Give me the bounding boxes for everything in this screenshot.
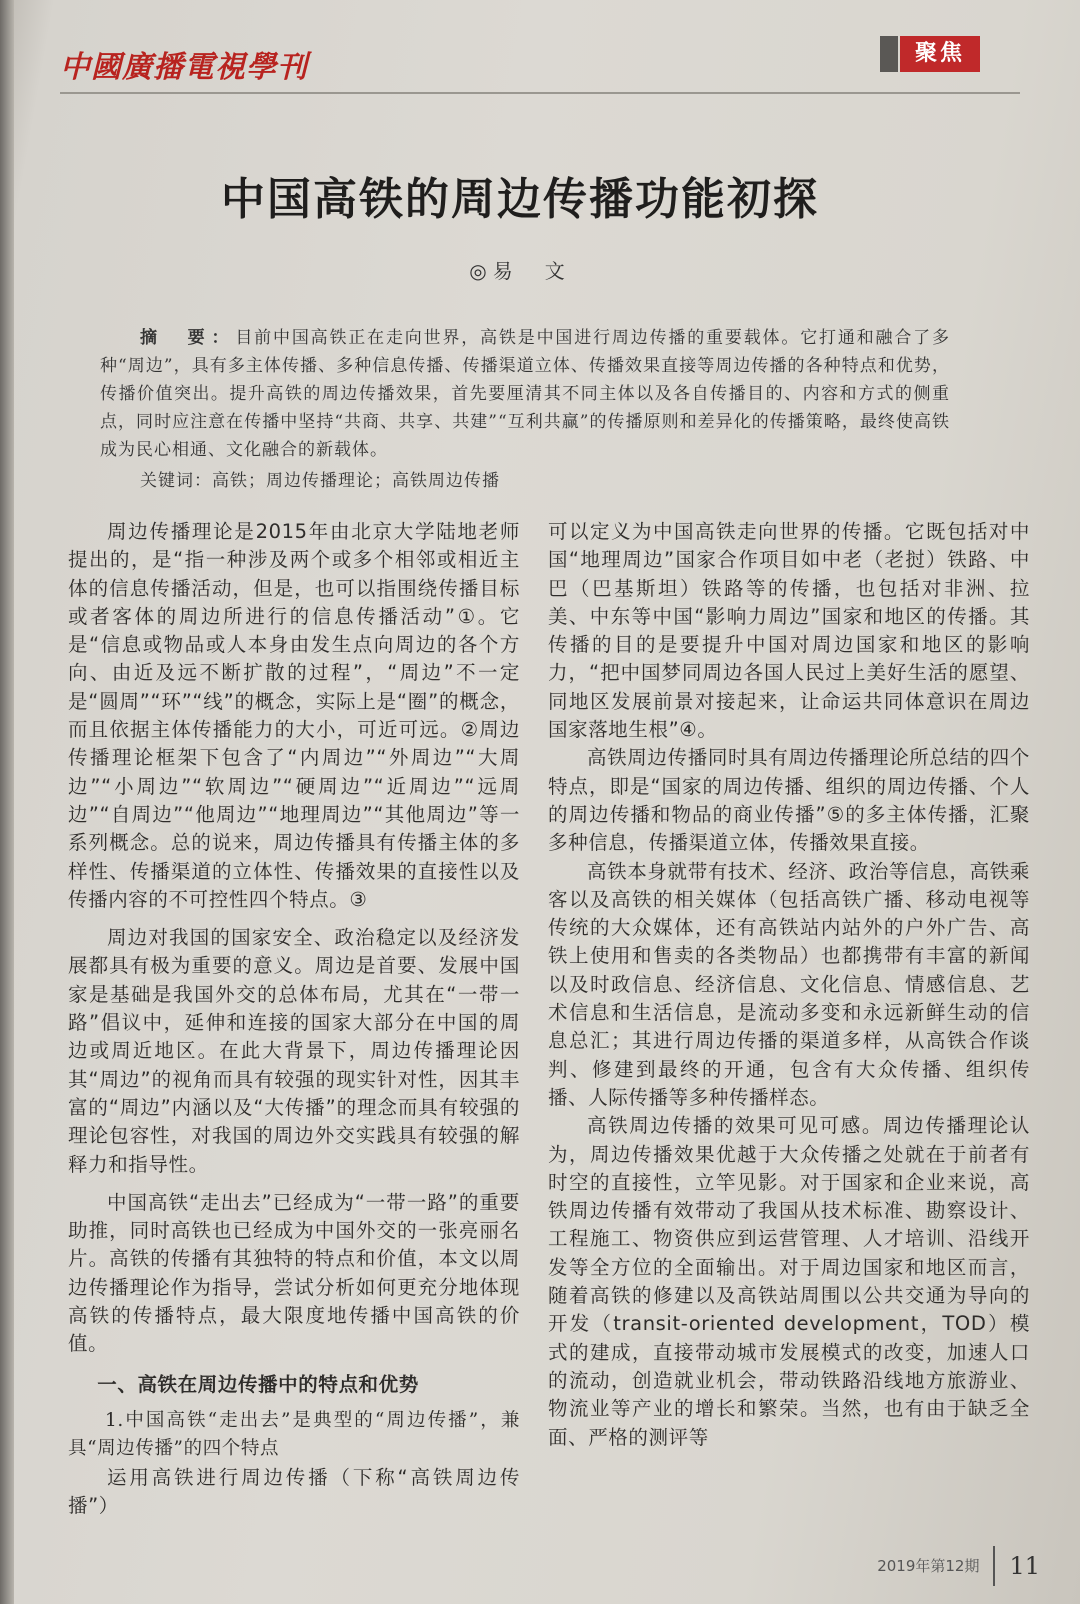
footer-divider [993,1546,995,1586]
article-author: ◎易 文 [469,259,571,283]
subsection-heading: 1.中国高铁“走出去”是典型的“周边传播”，兼具“周边传播”的四个特点 [68,1409,520,1460]
issue-label: 2019年第12期 [877,1557,980,1576]
abstract [100,324,950,464]
paragraph: 高铁本身就带有技术、经济、政治等信息，高铁乘客以及高铁的相关媒体（包括高铁广播、移动电视等传统的大众媒体，还有高铁站内站外的户外广告、高铁上使用和售卖的各类物品）也都携带有丰富的新闻以及时政信息、经济信息、文化信息、情感信息、艺术信息和生活信息，是流动多变和永远新鲜生动的信息总汇；其进行周边传播的渠道多样，从高铁合作谈判、修建到最终的开通，包含有大众传播、组织传播、人际传播等多种传播样态。 [548,859,1030,1109]
paragraph: 高铁周边传播同时具有周边传播理论所总结的四个特点，即是“国家的周边传播、组织的周边传播、个人的周边传播和物品的商业传播”⑤的多主体传播，汇聚多种信息，传播渠道立体，传播效果直接。 [548,746,1030,855]
article-title: 中国高铁的周边传播功能初探 [221,174,819,225]
paragraph: 高铁周边传播的效果可见可感。周边传播理论认为，周边传播效果优越于大众传播之处就在于前者有时空的直接性，立竿见影。对于国家和企业来说，高铁周边传播有效带动了我国从技术标准、勘察设计、工程施工、物资供应到运营管理、人才培训、沿线开发等全方位的全面输出。对于周边国家和地区而言，随着高铁的修建以及高铁站周围以公共交通为导向的开发（transit-oriented development，TOD）模式的建成，直接带动城市发展模式的改变，加速人口的流动，创造就业机会，带动铁路沿线地方旅游业、物流业等产业的增长和繁荣。当然，也有由于缺乏全面、严格的测评等 [548,1114,1030,1449]
paragraph: 运用高铁进行周边传播（下称“高铁周边传播”） [68,1465,520,1517]
page-number: 11 [1009,1552,1040,1581]
journal-logo: 中國廣播電視學刊 [60,50,308,85]
abstract-label: 摘 要： [140,328,236,348]
right-column [548,518,1030,1452]
keywords: 关键词：高铁；周边传播理论；高铁周边传播 [140,471,500,491]
abstract-text: 目前中国高铁正在走向世界，高铁是中国进行周边传播的重要载体。它打通和融合了多种“周边”，具有多主体传播、多种信息传播、传播渠道立体、传播效果直接等周边传播的各种特点和优势，传播价值突出。提升高铁的周边传播效果，首先要厘清其不同主体以及各自传播目的、内容和方式的侧重点，同时应注意在传播中坚持“共商、共享、共建”“互利共赢”的传播原则和差异化的传播策略，最终使高铁成为民心相通、文化融合的新载体。 [100,328,951,460]
section-heading: 一、高铁在周边传播中的特点和优势 [97,1372,419,1396]
paragraph: 中国高铁“走出去”已经成为“一带一路”的重要助推，同时高铁也已经成为中国外交的一张亮丽名片。高铁的传播有其独特的特点和价值，本文以周边传播理论作为指导，尝试分析如何更充分地体现高铁的传播特点，最大限度地传播中国高铁的价值。 [68,1190,520,1356]
paragraph: 周边对我国的国家安全、政治稳定以及经济发展都具有极为重要的意义。周边是首要、发展中国家是基础是我国外交的总体布局，尤其在“一带一路”倡议中，延伸和连接的国家大部分在中国的周边或周近地区。在此大背景下，周边传播理论因其“周边”的视角而具有较强的现实针对性，因其丰富的“周边”内涵以及“大传播”的理念而具有较强的理论包容性，对我国的周边外交实践具有较强的解释力和指导性。 [68,926,520,1176]
section-tag: 聚焦 [900,36,980,72]
paragraph: 可以定义为中国高铁走向世界的传播。它既包括对中国“地理周边”国家合作项目如中老（老挝）铁路、中巴（巴基斯坦）铁路等的传播，也包括对非洲、拉美、中东等中国“影响力周边”国家和地区的传播。其传播的目的是要提升中国对周边国家和地区的影响力，“把中国梦同周边各国人民过上美好生活的愿望、同地区发展前景对接起来，让命运共同体意识在周边国家落地生根”④。 [548,520,1030,742]
paragraph: 周边传播理论是2015年由北京大学陆地老师提出的，是“指一种涉及两个或多个相邻或相近主体的信息传播活动，但是，也可以指围绕传播目标或者客体的周边所进行的信息传播活动”①。它是“信息或物品或人本身由发生点向周边的各个方向、由近及远不断扩散的过程”，“周边”不一定是“圆周”“环”“线”的概念，实际上是“圈”的概念，而且依据主体传播能力的大小，可近可远。②周边传播理论框架下包含了“内周边”“外周边”“大周边”“小周边”“软周边”“硬周边”“近周边”“远周边”“自周边”“他周边”“地理周边”“其他周边”等一系列概念。总的说来，周边传播具有传播主体的多样性、传播渠道的立体性、传播效果的直接性以及传播内容的不可控性四个特点。③ [68,520,520,911]
two-column-body [0,518,1080,1520]
page-footer [0,1546,1040,1604]
left-column [68,518,520,1520]
